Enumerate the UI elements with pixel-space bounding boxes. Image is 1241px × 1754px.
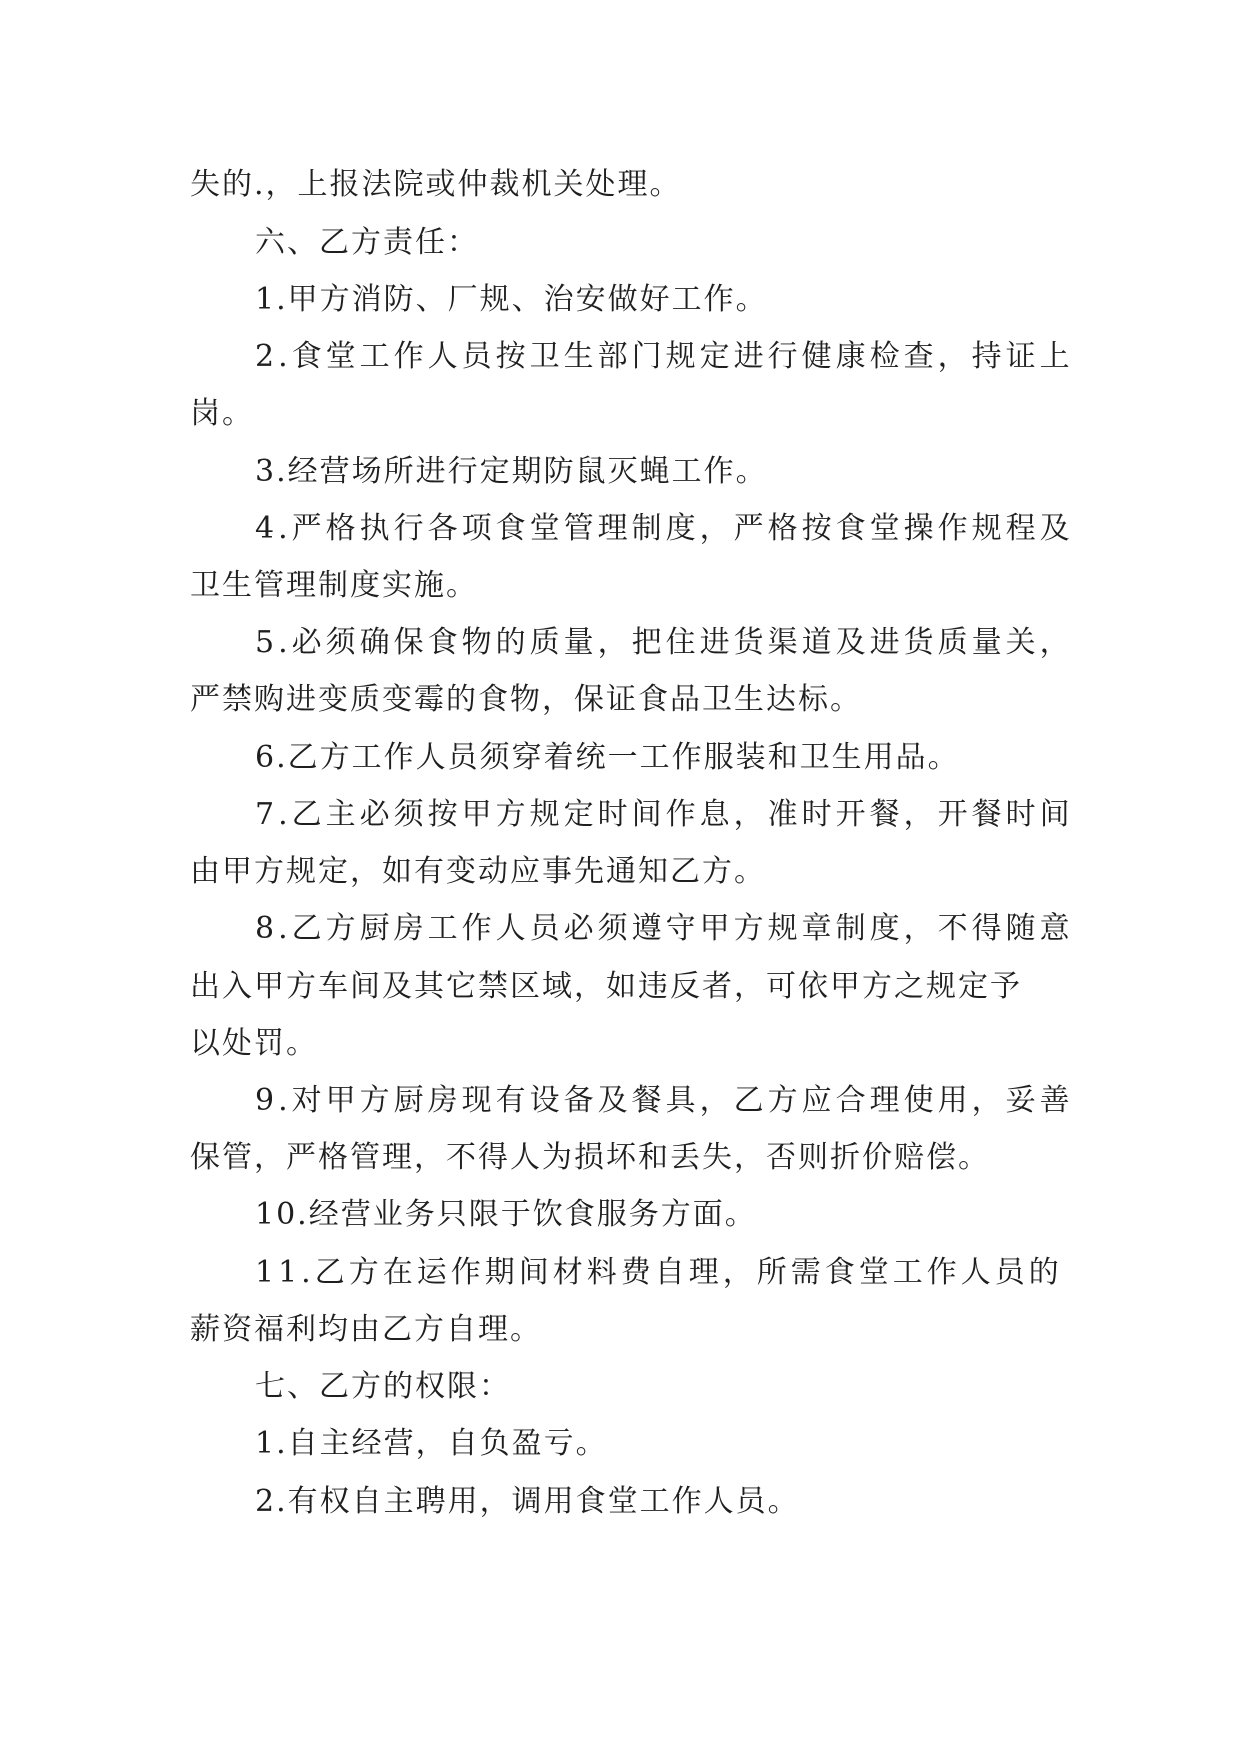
- paragraph-line: 薪资福利均由乙方自理。: [190, 1312, 542, 1347]
- paragraph-line: 5.必须确保食物的质量，把住进货渠道及进货质量关，: [255, 625, 1074, 660]
- paragraph-line: 2.食堂工作人员按卫生部门规定进行健康检查，持证上: [255, 339, 1074, 374]
- section-heading: 七、乙方的权限：: [255, 1369, 511, 1404]
- paragraph-line: 11.乙方在运作期间材料费自理，所需食堂工作人员的: [255, 1255, 1063, 1290]
- paragraph-line: 7.乙主必须按甲方规定时间作息，准时开餐，开餐时间: [255, 797, 1074, 832]
- paragraph-line: 8.乙方厨房工作人员必须遵守甲方规章制度，不得随意: [255, 911, 1074, 946]
- paragraph-line: 6.乙方工作人员须穿着统一工作服装和卫生用品。: [255, 740, 960, 775]
- paragraph-line: 9.对甲方厨房现有设备及餐具，乙方应合理使用，妥善: [255, 1083, 1074, 1118]
- paragraph-line: 保管，严格管理，不得人为损坏和丢失，否则折价赔偿。: [190, 1140, 990, 1175]
- section-heading: 六、乙方责任：: [255, 225, 479, 260]
- paragraph-line: 3.经营场所进行定期防鼠灭蝇工作。: [255, 454, 768, 489]
- paragraph-line: 4.严格执行各项食堂管理制度，严格按食堂操作规程及: [255, 511, 1074, 546]
- paragraph-line: 失的.，上报法院或仲裁机关处理。: [190, 167, 682, 202]
- paragraph-line: 出入甲方车间及其它禁区域，如违反者，可依甲方之规定予: [190, 969, 1022, 1004]
- paragraph-line: 10.经营业务只限于饮食服务方面。: [255, 1197, 757, 1232]
- paragraph-line: 由甲方规定，如有变动应事先通知乙方。: [190, 854, 766, 889]
- paragraph-line: 以处罚。: [190, 1026, 318, 1061]
- paragraph-line: 1.甲方消防、厂规、治安做好工作。: [255, 282, 768, 317]
- paragraph-line: 岗。: [190, 396, 254, 431]
- paragraph-line: 卫生管理制度实施。: [190, 568, 478, 603]
- paragraph-line: 严禁购进变质变霉的食物，保证食品卫生达标。: [190, 682, 862, 717]
- paragraph-line: 1.自主经营，自负盈亏。: [255, 1426, 608, 1461]
- paragraph-line: 2.有权自主聘用，调用食堂工作人员。: [255, 1484, 800, 1519]
